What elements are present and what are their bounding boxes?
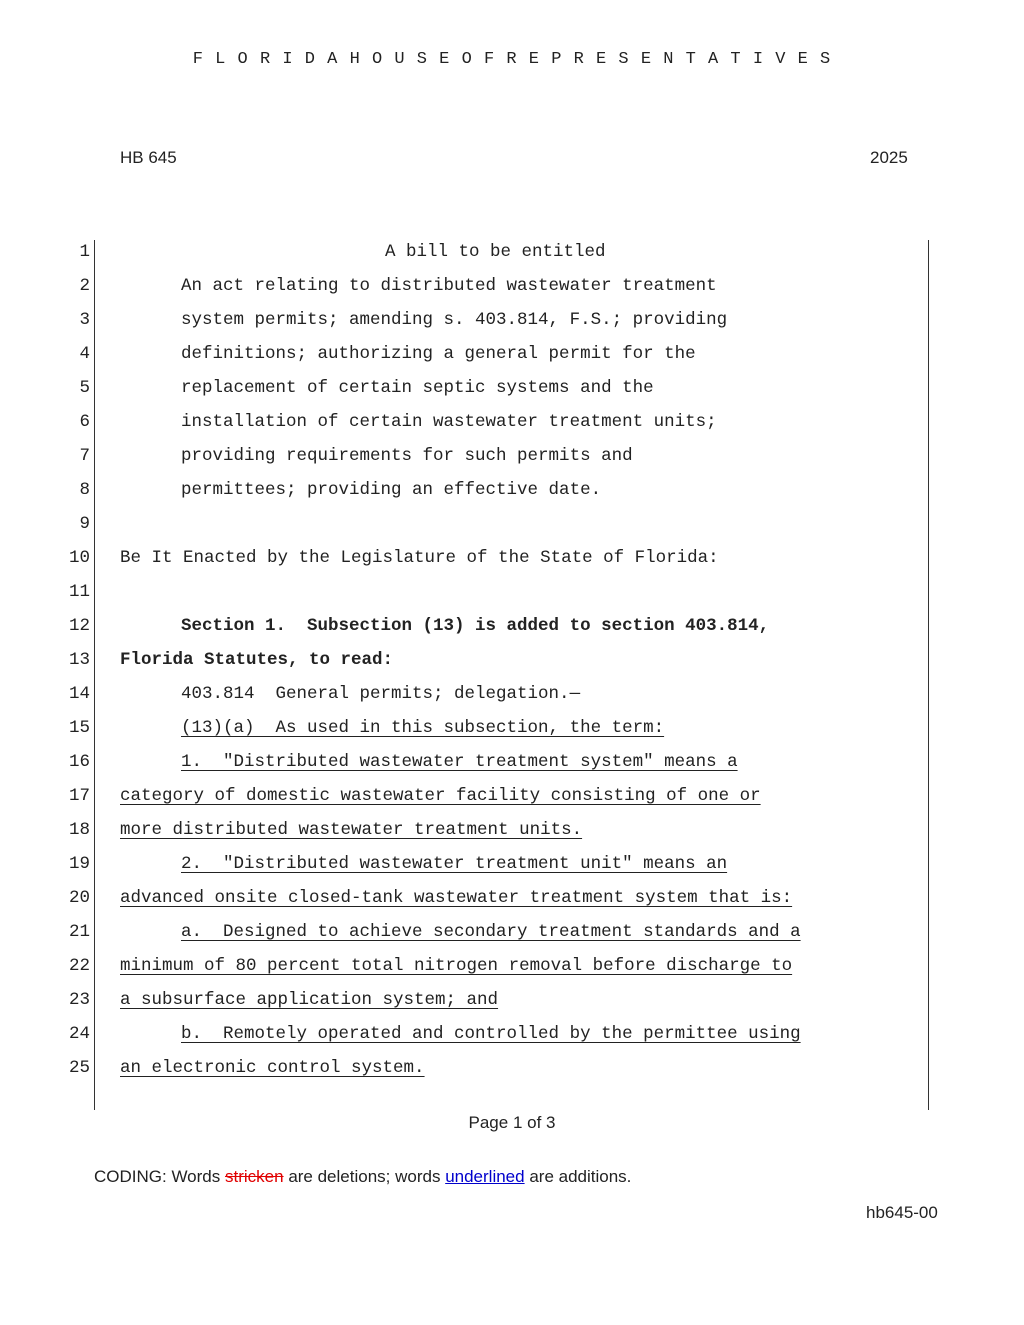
line-number: 9 <box>79 514 90 534</box>
line-text: Be It Enacted by the Legislature of the State of Florida: <box>120 548 719 568</box>
line-number: 24 <box>68 1024 90 1044</box>
line-20 <box>0 888 1024 922</box>
line-text: category of domestic wastewater facility consisting of one or <box>120 786 761 806</box>
page-indicator: Page 1 of 3 <box>468 1113 556 1132</box>
line-text: Florida Statutes, to read: <box>120 650 394 670</box>
line-number: 14 <box>68 684 90 704</box>
line-text: minimum of 80 percent total nitrogen removal before discharge to <box>120 956 793 976</box>
line-6 <box>0 412 1024 446</box>
line-text: A bill to be entitled <box>385 242 606 262</box>
line-25 <box>0 1058 1024 1092</box>
line-12 <box>0 616 1024 650</box>
line-number: 23 <box>68 990 90 1010</box>
document-id: hb645-00 <box>866 1203 938 1222</box>
line-number: 5 <box>79 378 90 398</box>
coding-underlined-sample: underlined <box>445 1167 525 1186</box>
coding-prefix: CODING: Words <box>94 1167 221 1186</box>
line-text: An act relating to distributed wastewater treatment <box>181 276 717 296</box>
line-text: a subsurface application system; and <box>120 990 499 1010</box>
line-11 <box>0 582 1024 616</box>
line-16 <box>0 752 1024 786</box>
line-23 <box>0 990 1024 1024</box>
coding-legend <box>94 1167 631 1187</box>
coding-middle: are deletions; words <box>288 1167 441 1186</box>
line-number: 4 <box>79 344 90 364</box>
line-17 <box>0 786 1024 820</box>
line-text: (13)(a) As used in this subsection, the term: <box>181 718 665 738</box>
line-text: more distributed wastewater treatment units. <box>120 820 583 840</box>
coding-stricken-sample: stricken <box>225 1167 284 1186</box>
line-text: advanced onsite closed-tank wastewater treatment system that is: <box>120 888 793 908</box>
line-10 <box>0 548 1024 582</box>
line-24 <box>0 1024 1024 1058</box>
line-number: 18 <box>68 820 90 840</box>
line-number: 11 <box>68 582 90 602</box>
line-number: 3 <box>79 310 90 330</box>
line-text: 403.814 General permits; delegation.— <box>181 684 581 704</box>
line-2 <box>0 276 1024 310</box>
line-8 <box>0 480 1024 514</box>
line-9 <box>0 514 1024 548</box>
line-4 <box>0 344 1024 378</box>
line-number: 12 <box>68 616 90 636</box>
line-19 <box>0 854 1024 888</box>
line-15 <box>0 718 1024 752</box>
line-18 <box>0 820 1024 854</box>
line-22 <box>0 956 1024 990</box>
chamber-header: F L O R I D A H O U S E O F R E P R E S E N T A T I V E S <box>192 50 832 69</box>
bill-number: HB 645 <box>120 148 177 167</box>
line-text: system permits; amending s. 403.814, F.S.; providing <box>181 310 728 330</box>
line-number: 7 <box>79 446 90 466</box>
line-text: installation of certain wastewater treatment units; <box>181 412 717 432</box>
line-7 <box>0 446 1024 480</box>
line-1 <box>0 242 1024 276</box>
line-text: definitions; authorizing a general permit for the <box>181 344 696 364</box>
line-number: 21 <box>68 922 90 942</box>
line-number: 25 <box>68 1058 90 1078</box>
line-5 <box>0 378 1024 412</box>
coding-suffix: are additions. <box>529 1167 632 1186</box>
line-text: 1. "Distributed wastewater treatment system" means a <box>181 752 738 772</box>
line-14 <box>0 684 1024 718</box>
line-text: Section 1. Subsection (13) is added to section 403.814, <box>181 616 770 636</box>
line-text: replacement of certain septic systems and the <box>181 378 654 398</box>
line-number: 13 <box>68 650 90 670</box>
line-number: 8 <box>79 480 90 500</box>
line-text: providing requirements for such permits and <box>181 446 633 466</box>
line-number: 22 <box>68 956 90 976</box>
line-13 <box>0 650 1024 684</box>
line-text: 2. "Distributed wastewater treatment unit" means an <box>181 854 728 874</box>
line-text: an electronic control system. <box>120 1058 425 1078</box>
line-number: 20 <box>68 888 90 908</box>
line-number: 16 <box>68 752 90 772</box>
line-number: 6 <box>79 412 90 432</box>
line-number: 2 <box>79 276 90 296</box>
line-3 <box>0 310 1024 344</box>
line-text: permittees; providing an effective date. <box>181 480 602 500</box>
line-number: 19 <box>68 854 90 874</box>
line-number: 1 <box>79 242 90 262</box>
line-number: 15 <box>68 718 90 738</box>
line-number: 17 <box>68 786 90 806</box>
line-number: 10 <box>68 548 90 568</box>
bill-year: 2025 <box>870 148 908 167</box>
line-text: b. Remotely operated and controlled by the permittee using <box>181 1024 801 1044</box>
line-21 <box>0 922 1024 956</box>
line-text: a. Designed to achieve secondary treatment standards and a <box>181 922 801 942</box>
